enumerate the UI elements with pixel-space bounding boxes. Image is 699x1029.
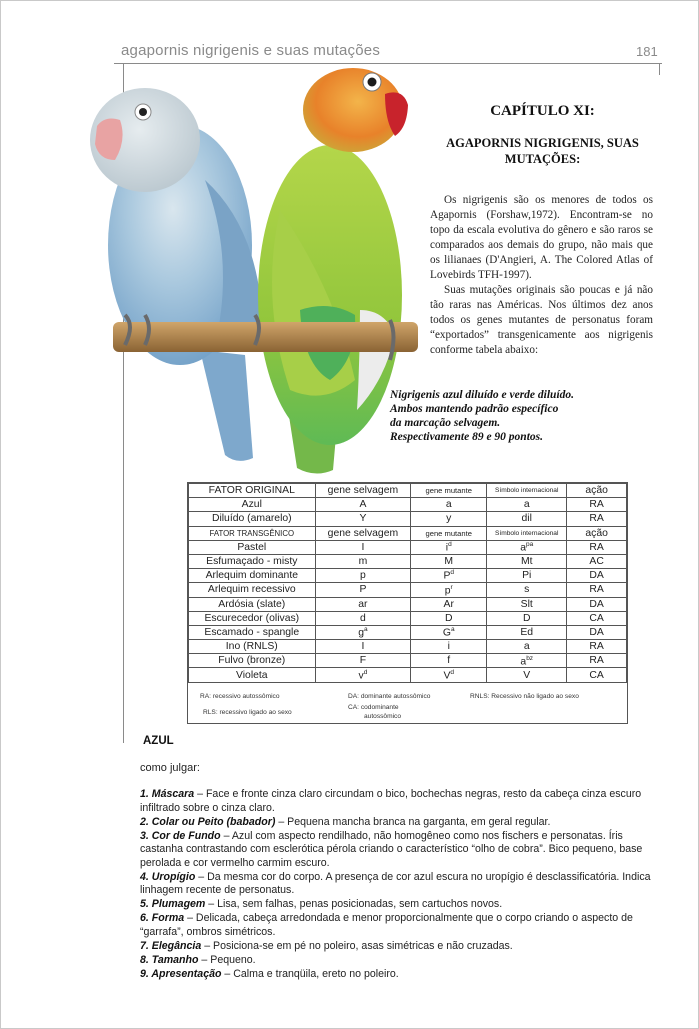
table-cell: I: [315, 640, 411, 654]
criteria-text: – Face e fronte cinza claro circundam o bico, bochechas negras, resto da cabeça cinza escuro infiltrado sobre o cinza claro.: [140, 788, 642, 814]
criteria-item: [140, 954, 656, 968]
table-cell: Violeta: [189, 668, 316, 682]
caption-line: da marcação selvagem.: [390, 417, 501, 429]
criteria-text: – Calma e tranqüila, ereto no poleiro.: [221, 967, 399, 980]
table-row: [189, 625, 627, 639]
table-cell: $a^{pa}$: [487, 540, 567, 554]
table-cell: y: [411, 512, 487, 526]
page-number: 181: [636, 44, 658, 59]
table-row: [189, 668, 627, 682]
table-row: [189, 498, 627, 512]
table-row: [189, 583, 627, 597]
mutation-table: [187, 482, 628, 724]
table-cell: Escamado - spangle: [189, 625, 316, 639]
table-cell: ar: [315, 597, 411, 611]
table-cell: a: [487, 640, 567, 654]
table-header-cell: gene selvagem: [315, 526, 411, 540]
table-cell: i: [411, 640, 487, 654]
table-header-cell: gene selvagem: [315, 484, 411, 498]
photo-caption: [390, 388, 660, 444]
table-header-row: [189, 526, 627, 540]
intro-paragraph-2: Suas mutações originais são poucas e já não tão raras nas Américas. Nos últimos dez anos todos os genes mutantes de personatus foram “exportados” transgenicamente aos nigrigenis conforme tabela abaixo:: [430, 284, 653, 356]
table-row: [189, 654, 627, 668]
table-cell: Pastel: [189, 540, 316, 554]
table-cell: RA: [567, 512, 627, 526]
table-cell: M: [411, 554, 487, 568]
table-cell: Y: [315, 512, 411, 526]
blue-bird-tail: [200, 350, 253, 461]
criteria-label: 3. Cor de Fundo: [140, 829, 221, 842]
table-cell: RA: [567, 540, 627, 554]
table-header-cell: gene mutante: [411, 484, 487, 498]
running-title: agapornis nigrigenis e suas mutações: [121, 42, 381, 59]
criteria-item: [140, 912, 656, 939]
table-cell: $V^d$: [411, 668, 487, 682]
table-cell: Arlequim dominante: [189, 569, 316, 583]
criteria-text: – Lisa, sem falhas, penas posicionadas, sem cartuchos novos.: [205, 898, 503, 911]
table-header-cell: gene mutante: [411, 526, 487, 540]
caption-line: Ambos mantendo padrão específico: [390, 403, 559, 415]
table-cell: s: [487, 583, 567, 597]
criteria-text: – Pequena mancha branca na garganta, em geral regular.: [275, 815, 551, 828]
table-row: [189, 554, 627, 568]
criteria-item: [140, 871, 656, 898]
lovebirds-photo: [85, 60, 430, 480]
table-cell: DA: [567, 625, 627, 639]
criteria-text: – Posiciona-se em pé no poleiro, asas simétricas e não cruzadas.: [201, 939, 513, 952]
table-cell: CA: [567, 668, 627, 682]
legend-da: DA: dominante autossômico: [348, 693, 431, 700]
table-cell: p: [315, 569, 411, 583]
table-cell: $G^a$: [411, 625, 487, 639]
page-number-divider: [659, 63, 660, 75]
legend-ra: RA: recessivo autossômico: [200, 693, 280, 700]
criteria-item: [140, 940, 656, 954]
table-row: [189, 569, 627, 583]
table-row: [189, 640, 627, 654]
table-legend: [200, 693, 620, 723]
table-row: [189, 597, 627, 611]
table-cell: Slt: [487, 597, 567, 611]
table-cell: F: [315, 654, 411, 668]
table-cell: Ar: [411, 597, 487, 611]
chapter-subtitle: AGAPORNIS NIGRIGENIS, SUAS MUTAÇÕES:: [446, 136, 639, 166]
criteria-label: 4. Uropígio: [140, 870, 196, 883]
table-cell: RA: [567, 583, 627, 597]
table-cell: RA: [567, 640, 627, 654]
table-cell: P: [315, 583, 411, 597]
legend-rnls: RNLS: Recessivo não ligado ao sexo: [470, 693, 579, 700]
criteria-label: 7. Elegância: [140, 939, 202, 952]
criteria-text: – Azul com aspecto rendilhado, não homogêneo como nos fischers e personatas. Íris castanha contrastando com esclerótica pérola criando o característico “olho de cobra”. Bico pequeno, base perolada e cor vermelho carmim escuro.: [140, 829, 643, 869]
table-cell: $a^{bz}$: [487, 654, 567, 668]
perch: [113, 322, 418, 352]
table-header-cell: Símbolo internacional: [487, 484, 567, 498]
criteria-item: [140, 816, 656, 830]
table-header-cell: FATOR TRANSGÊNICO: [189, 526, 316, 540]
table-cell: Ardósia (slate): [189, 597, 316, 611]
mutation-table-grid: [188, 483, 627, 713]
table-cell: m: [315, 554, 411, 568]
table-cell: Fulvo (bronze): [189, 654, 316, 668]
table-header-row: [189, 484, 627, 498]
criteria-item: [140, 898, 656, 912]
table-cell: Pi: [487, 569, 567, 583]
criteria-item: [140, 968, 656, 982]
table-row: [189, 611, 627, 625]
criteria-item: [140, 830, 656, 871]
table-header-cell: ação: [567, 526, 627, 540]
judging-criteria: [140, 788, 656, 982]
table-cell: Diluído (amarelo): [189, 512, 316, 526]
table-cell: Escurecedor (olivas): [189, 611, 316, 625]
table-cell: a: [487, 498, 567, 512]
criteria-label: 2. Colar ou Peito (babador): [140, 815, 276, 828]
legend-ca: CA: codominante: [348, 704, 399, 711]
legend-rls: RLS: recessivo ligado ao sexo: [203, 709, 292, 716]
table-cell: DA: [567, 569, 627, 583]
table-cell: A: [315, 498, 411, 512]
table-cell: $v^d$: [315, 668, 411, 682]
table-cell: Mt: [487, 554, 567, 568]
caption-line: Respectivamente 89 e 90 pontos.: [390, 431, 543, 443]
table-cell: Ed: [487, 625, 567, 639]
how-to-judge: como julgar:: [140, 762, 200, 774]
criteria-label: 8. Tamanho: [140, 953, 199, 966]
criteria-label: 9. Apresentação: [140, 967, 222, 980]
table-cell: $p^r$: [411, 583, 487, 597]
caption-line: Nigrigenis azul diluído e verde diluído.: [390, 389, 575, 401]
table-cell: RA: [567, 654, 627, 668]
table-cell: D: [411, 611, 487, 625]
table-header-cell: FATOR ORIGINAL: [189, 484, 316, 498]
table-cell: DA: [567, 597, 627, 611]
intro-paragraph-1: Os nigrigenis são os menores de todos os Agapornis (Forshaw,1972). Encontram-se no topo da escala evolutiva do gênero e são raros se comparados aos demais do grupo, não mais que os lilianaes (D'Angieri, A. The Colored Atlas of Lovebirds TFH-1997).: [430, 194, 653, 281]
table-cell: RA: [567, 498, 627, 512]
table-cell: $g^a$: [315, 625, 411, 639]
criteria-label: 5. Plumagem: [140, 898, 206, 911]
section-title: AZUL: [143, 735, 174, 747]
table-cell: I: [315, 540, 411, 554]
criteria-text: – Delicada, cabeça arredondada e menor proporcionalmente que o corpo criando o aspecto de “garrafa”, ombros simétricos.: [140, 912, 633, 938]
table-cell: Ino (RNLS): [189, 640, 316, 654]
table-cell: f: [411, 654, 487, 668]
table-cell: $P^d$: [411, 569, 487, 583]
table-cell: $i^d$: [411, 540, 487, 554]
criteria-label: 1. Máscara: [140, 788, 195, 800]
table-cell: CA: [567, 611, 627, 625]
table-row: [189, 512, 627, 526]
table-cell: D: [487, 611, 567, 625]
intro-text: [430, 193, 653, 358]
chapter-title: CAPÍTULO XI:: [490, 103, 595, 119]
table-header-cell: Símbolo internacional: [487, 526, 567, 540]
table-cell: Esfumaçado - misty: [189, 554, 316, 568]
table-cell: a: [411, 498, 487, 512]
table-cell: d: [315, 611, 411, 625]
table-cell: dil: [487, 512, 567, 526]
table-cell: V: [487, 668, 567, 682]
criteria-item: [140, 788, 656, 815]
criteria-label: 6. Forma: [140, 912, 185, 925]
table-header-cell: ação: [567, 484, 627, 498]
legend-ca-line2: autossômico: [364, 713, 402, 720]
table-cell: AC: [567, 554, 627, 568]
table-row: [189, 540, 627, 554]
criteria-text: – Pequeno.: [198, 953, 256, 966]
table-cell: Azul: [189, 498, 316, 512]
criteria-text: – Da mesma cor do corpo. A presença de cor azul escura no uropígio é desclassificatória. Indica linhagem recente de personatus.: [140, 870, 651, 897]
table-cell: Arlequim recessivo: [189, 583, 316, 597]
transgenic-rows: [189, 540, 627, 682]
